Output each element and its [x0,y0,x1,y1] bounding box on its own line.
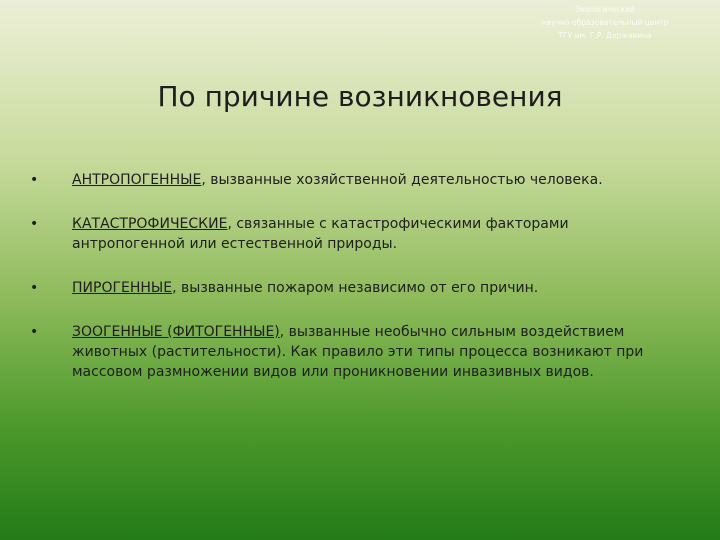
bullet-item-zoogenic [30,322,670,382]
bullet-marker: • [30,216,39,232]
bullet-term: КАТАСТРОФИЧЕСКИЕ [72,216,228,232]
bullet-text [72,322,670,382]
org-line-2: научно-образовательный центр [541,18,669,27]
bullet-marker: • [30,280,39,296]
bullet-term: АНТРОПОГЕННЫЕ [72,172,202,188]
bullet-description: , вызванные хозяйственной деятельностью человека. [201,172,603,188]
bullet-text [72,170,670,190]
org-line-1: Экологический [575,5,635,14]
bullet-marker: • [30,324,39,340]
organization-header [520,3,690,42]
bullet-description: , вызванные необычно сильным воздействием животных (растительности). Как правило эти типы процесса возникают при массовом размножении видов или проникновении инвазивных видов. [72,324,644,380]
bullet-text [72,278,670,298]
bullet-description: , связанные с катастрофическими факторами антропогенной или естественной природы. [72,216,569,252]
bullet-item-anthropogenic [30,170,670,190]
bullet-description: , вызванные пожаром независимо от его причин. [172,280,539,296]
bullet-item-catastrophic [30,214,670,254]
bullet-term: ЗООГЕННЫЕ (ФИТОГЕННЫЕ) [72,324,280,340]
bullet-term: ПИРОГЕННЫЕ [72,280,173,296]
bullet-list [30,170,670,406]
bullet-text [72,214,670,254]
bullet-item-pyrogenic [30,278,670,298]
org-line-3: ТГУ им. Г.Р. Державина [558,31,652,40]
slide-title: По причине возникновения [157,80,563,113]
bullet-marker: • [30,172,39,188]
